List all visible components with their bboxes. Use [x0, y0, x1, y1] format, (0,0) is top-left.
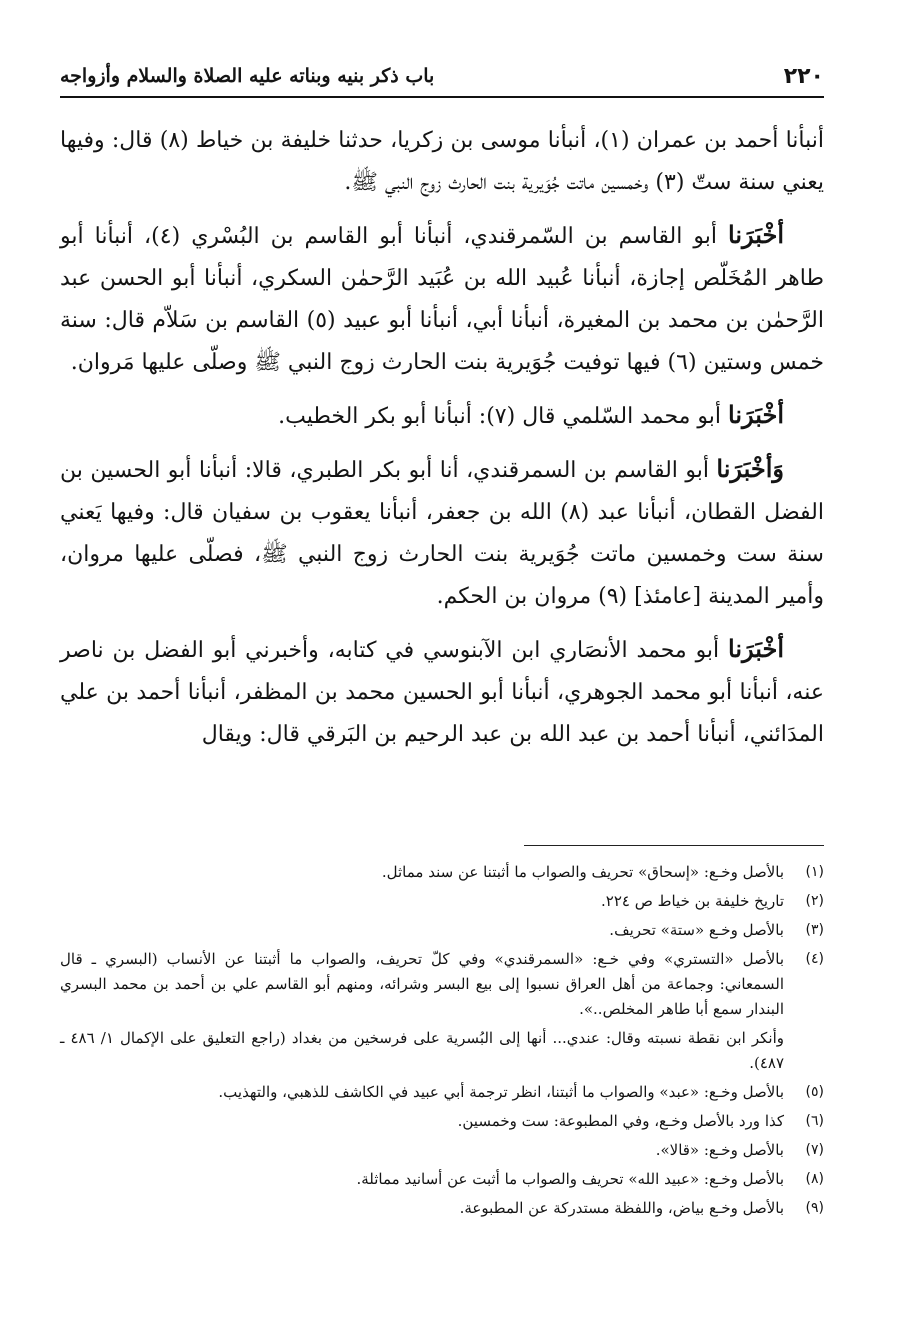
footnote-number: (١)	[805, 864, 824, 880]
paragraph-text: أنبأنا أحمد بن عمران (١)، أنبأنا موسى بن زكريا، حدثنا خليفة بن خياط (٨) قال: وفيها يعني سنة ستّ (٣) وخمسين ماتت جُوَيرية بنت الحارث زوج النبي ﷺ.	[60, 128, 825, 195]
footnote-number: (٥)	[805, 1084, 824, 1100]
footnotes	[60, 860, 824, 1225]
footnote-text: بالأصل وخـع: «عبد» والصواب ما أثبتنا، انظر ترجمة أبي عبيد في الكاشف للذهبي، والتهذيب.	[218, 1083, 784, 1101]
paragraph-text: أبو القاسم بن السمرقندي، أنا أبو بكر الطبري، قالا: أنبأنا أبو الحسين بن الفضل القطان، أنبأنا عبد (٨) الله بن جعفر، أنبأنا يعقوب بن سفيان قال: وفيها يَعني سنة ست وخمسين ماتت جُوَيرية بنت الحارث زوج النبي ﷺ، فصلّى عليها مروان، وأمير المدينة [عامئذ] (٩) مروان بن الحكم.	[60, 458, 824, 609]
footnote	[60, 1080, 824, 1105]
paragraph-lead: أخْبَرَنا	[728, 400, 784, 429]
paragraph-2	[60, 214, 824, 384]
footnote	[60, 1196, 824, 1221]
paragraph-4	[60, 448, 824, 618]
footnote	[60, 889, 824, 914]
footnote-number: (٩)	[805, 1200, 824, 1216]
footnote-text: بالأصل وخـع: «عبيد الله» تحريف والصواب ما أثبت عن أسانيد مماثلة.	[356, 1170, 784, 1188]
paragraph-lead: أخْبَرَنا	[728, 220, 784, 249]
footnote-number: (٧)	[805, 1142, 824, 1158]
main-text	[60, 120, 824, 766]
paragraph-lead: أخْبَرَنا	[728, 634, 784, 663]
paragraph-5	[60, 628, 824, 756]
footnote-text: تاريخ خليفة بن خياط ص ٢٢٤.	[600, 892, 784, 910]
footnote	[60, 947, 824, 1022]
footnote-text: بالأصل وخـع بياض، واللفظة مستدركة عن المطبوعة.	[459, 1199, 784, 1217]
footnote-text: كذا ورد بالأصل وخـع، وفي المطبوعة: ست وخمسين.	[457, 1112, 784, 1130]
footnote-text: بالأصل وخـع: «قالا».	[655, 1141, 784, 1159]
paragraph-text: أبو القاسم بن السّمرقندي، أنبأنا أبو القاسم بن البُسْري (٤)، أنبأنا أبو طاهر المُخَلّص إجازة، أنبأنا عُبيد الله بن عُبَيد الرَّحمٰن السكري، أنبأنا أبو الحسن عبد الرَّحمٰن بن محمد بن المغيرة، أنبأنا أبي، أنبأنا أبو عبيد (٥) القاسم بن سَلاّم قال: سنة خمس وستين (٦) فيها توفيت جُوَيرية بنت الحارث زوج النبي ﷺ وصلّى عليها مَروان.	[60, 224, 824, 375]
footnote-number	[784, 1026, 824, 1076]
chapter-title: باب ذكر بنيه وبناته عليه الصلاة والسلام وأزواجه	[60, 65, 435, 87]
footnote	[60, 860, 824, 885]
footnote-number: (٤)	[805, 951, 824, 967]
running-header	[60, 56, 824, 98]
footnote-number: (٣)	[805, 922, 824, 938]
footnote-text: بالأصل وخـع «ستة» تحريف.	[609, 921, 784, 939]
footnote-separator	[524, 845, 824, 846]
paragraph-text: أبو محمد السّلمي قال (٧): أنبأنا أبو بكر الخطيب.	[278, 404, 729, 429]
footnote-text: بالأصل «التستري» وفي خـع: «السمرقندي» وفي كلّ تحريف، والصواب ما أثبتنا عن الأنساب (البسري ـ قال السمعاني: وجماعة من أهل العراق نسبوا إلى بيع البسر وشرائه، ومنهم أبو القاسم علي بن أحمد بن محمد البسري البندار سمع أبا طاهر المخلص..».	[60, 950, 784, 1018]
footnote	[60, 1167, 824, 1192]
footnote-text: بالأصل وخـع: «إسحاق» تحريف والصواب ما أثبتنا عن سند مماثل.	[381, 863, 784, 881]
paragraph-lead: وَأخْبَرَنا	[716, 454, 784, 483]
footnote-number: (٢)	[805, 893, 824, 909]
footnote-number: (٨)	[805, 1171, 824, 1187]
page-number: ٢٢٠	[783, 63, 824, 89]
paragraph-text: أبو محمد الأنصَاري ابن الآبنوسي في كتابه، وأخبرني أبو الفضل بن ناصر عنه، أنبأنا أبو محمد الجوهري، أنبأنا أبو الحسين محمد بن المظفر، أنبأنا أحمد بن علي المدَائني، أنبأنا أحمد بن عبد الله بن عبد الرحيم بن البَرقي قال: ويقال	[60, 638, 824, 747]
paragraph-3	[60, 394, 824, 438]
paragraph-1	[60, 120, 824, 204]
footnote-text: وأنكر ابن نقطة نسبته وقال: عندي... أنها إلى البُسرية على فرسخين من بغداد (راجع التعليق على الإكمال ١/ ٤٨٦ ـ ٤٨٧).	[60, 1029, 784, 1072]
footnote-number: (٦)	[805, 1113, 824, 1129]
footnote	[60, 918, 824, 943]
footnote-continuation	[60, 1026, 824, 1076]
footnote	[60, 1138, 824, 1163]
footnote	[60, 1109, 824, 1134]
